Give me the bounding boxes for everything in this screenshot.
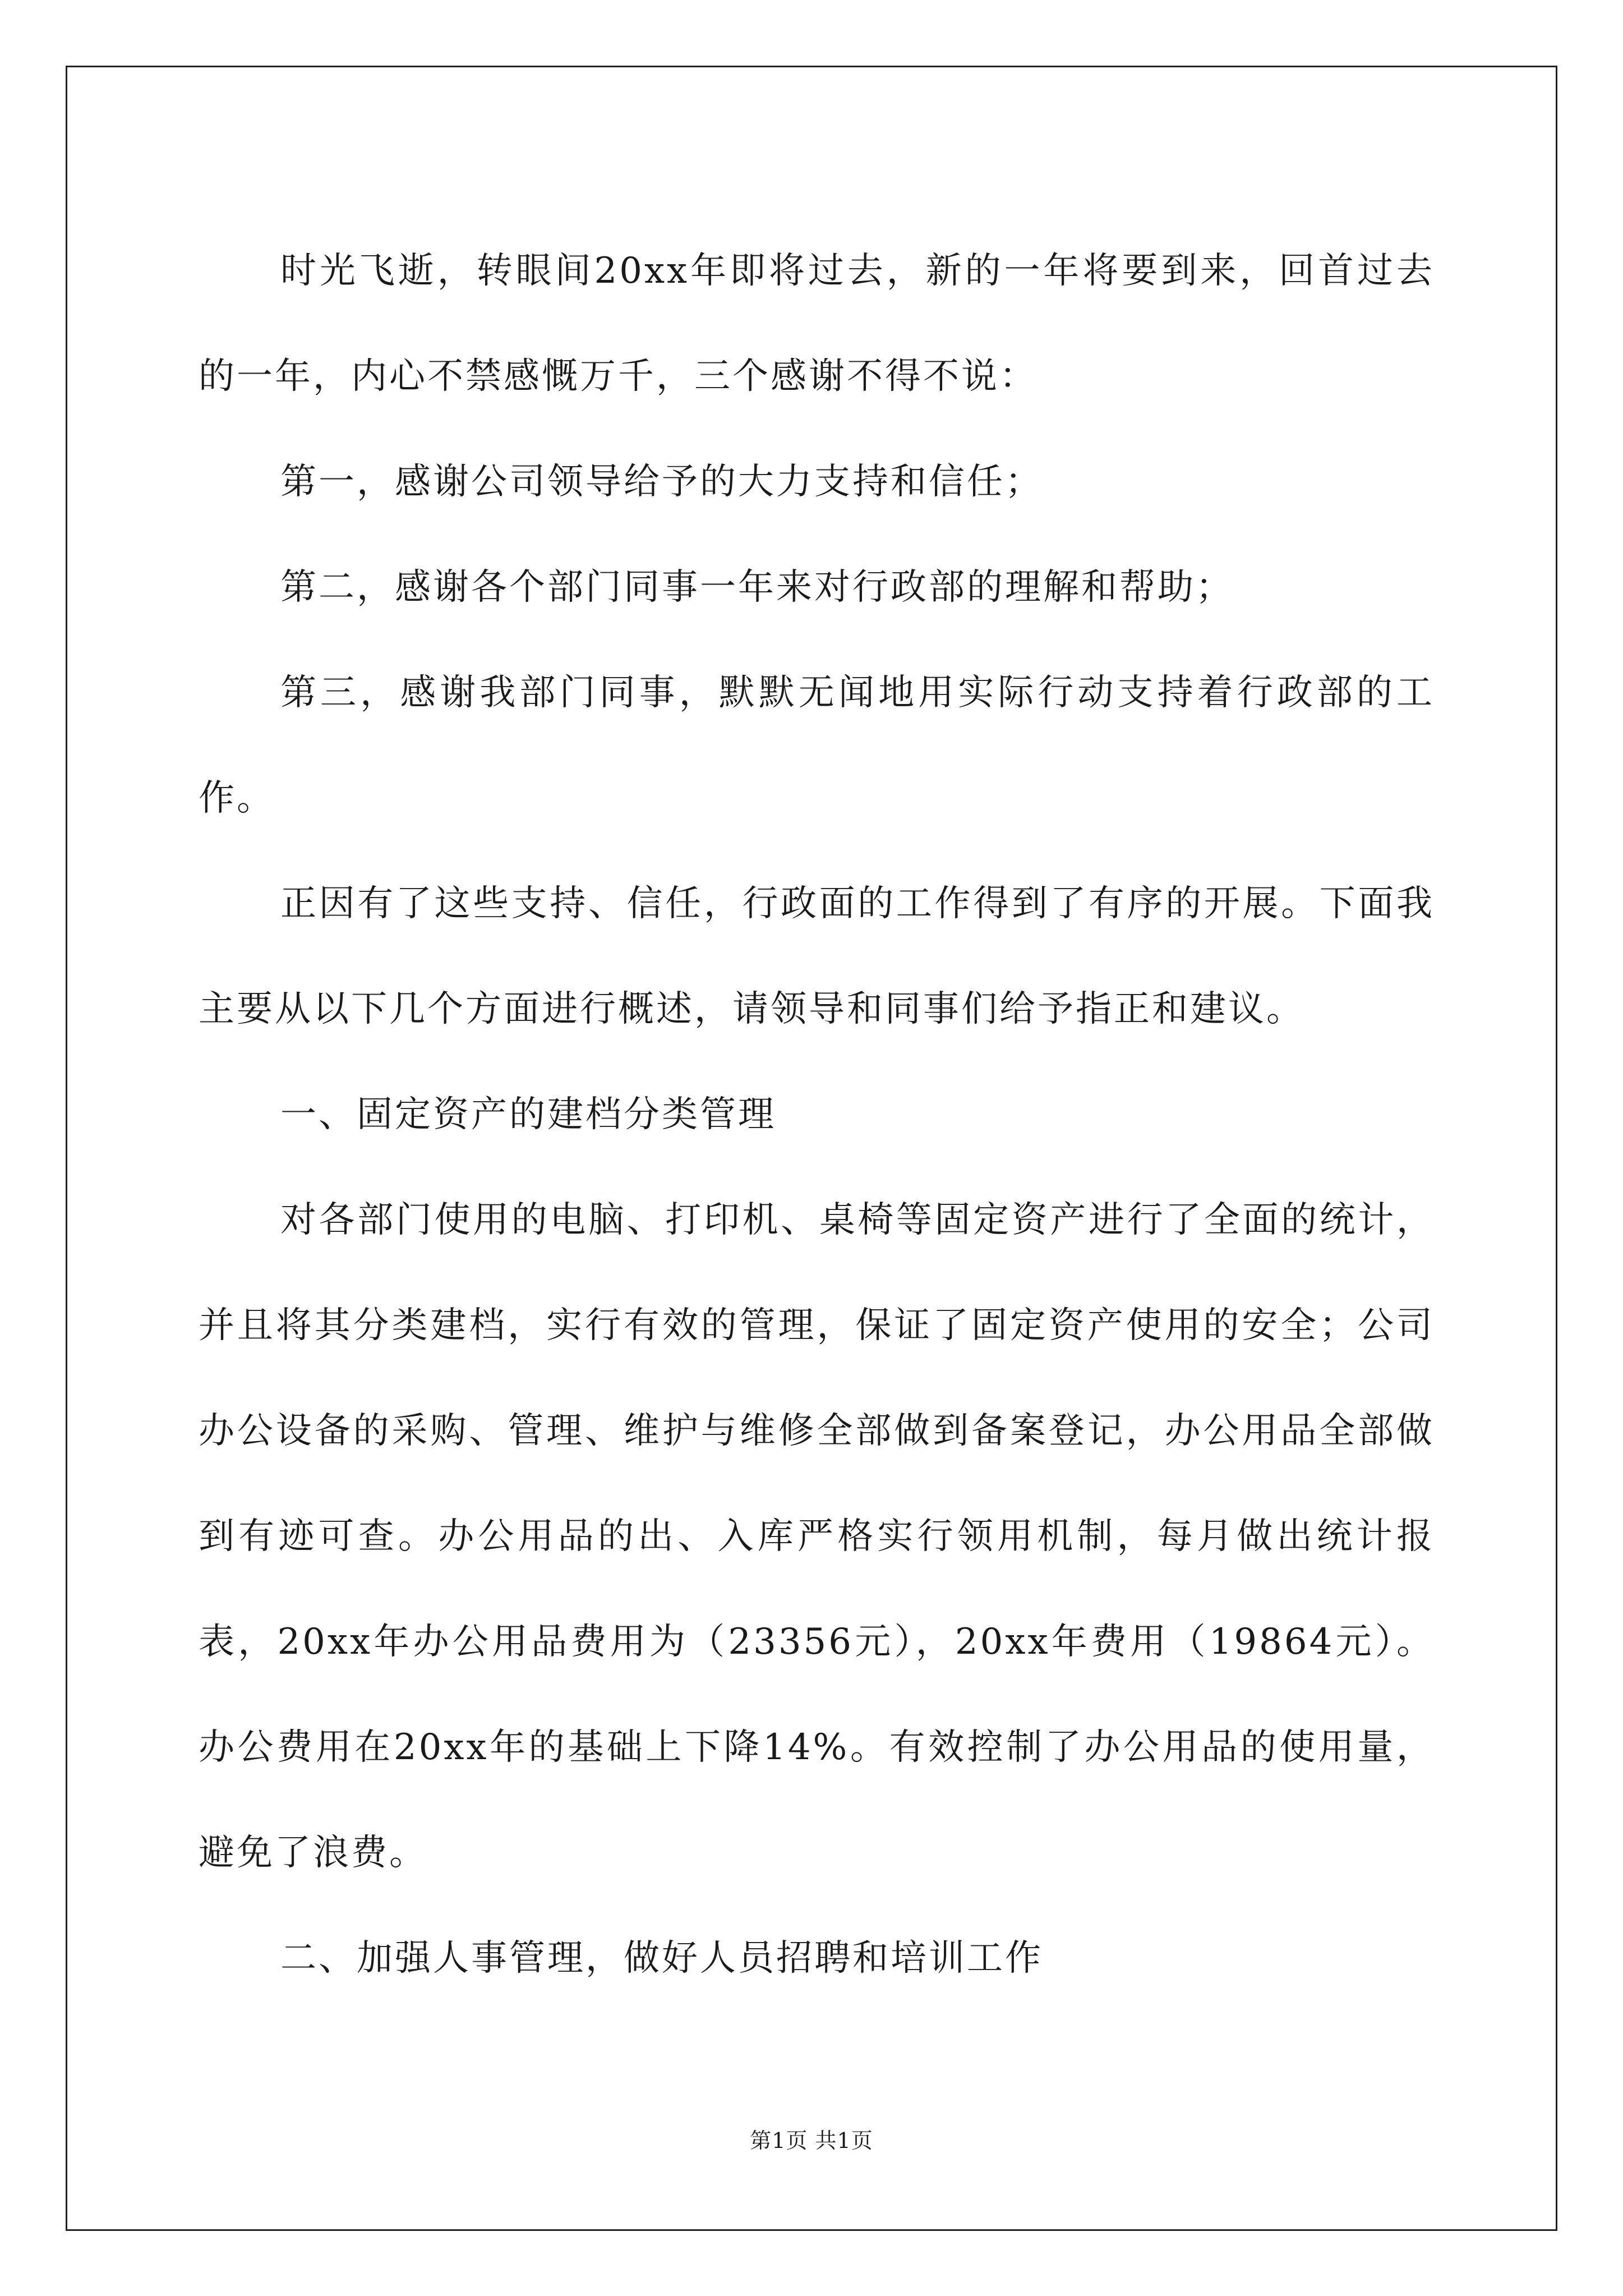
paragraph-thanks-first: 第一，感谢公司领导给予的大力支持和信任； — [280, 461, 1043, 503]
section-heading-fixed-assets: 一、固定资产的建档分类管理 — [280, 1094, 776, 1135]
paragraph-intro: 时光飞逝，转眼间20xx年即将过去，新的一年将要到来，回首过去的一年，内心不禁感慨万千，三个感谢不得不说： — [199, 250, 1435, 397]
section-heading-personnel: 二、加强人事管理，做好人员招聘和培训工作 — [280, 1938, 1043, 1979]
paragraph-thanks-third: 第三，感谢我部门同事，默默无闻地用实际行动支持着行政部的工作。 — [199, 672, 1435, 819]
paragraph-thanks-second: 第二，感谢各个部门同事一年来对行政部的理解和帮助； — [280, 567, 1234, 608]
paragraph-overview: 正因有了这些支持、信任，行政面的工作得到了有序的开展。下面我主要从以下几个方面进行概述，请领导和同事们给予指正和建议。 — [199, 883, 1435, 1030]
document-body — [199, 218, 1435, 2011]
paragraph-fixed-assets: 对各部门使用的电脑、打印机、桌椅等固定资产进行了全面的统计，并且将其分类建档，实行有效的管理，保证了固定资产使用的安全；公司办公设备的采购、管理、维护与维修全部做到备案登记，办公用品全部做到有迹可查。办公用品的出、入库严格实行领用机制，每月做出统计报表，20xx年办公用品费用为（23356元），20xx年费用（19864元）。办公费用在20xx年的基础上下降14%。有效控制了办公用品的使用量，避免了浪费。 — [199, 1199, 1435, 1874]
page-number: 第1页 共1页 — [750, 2128, 873, 2153]
